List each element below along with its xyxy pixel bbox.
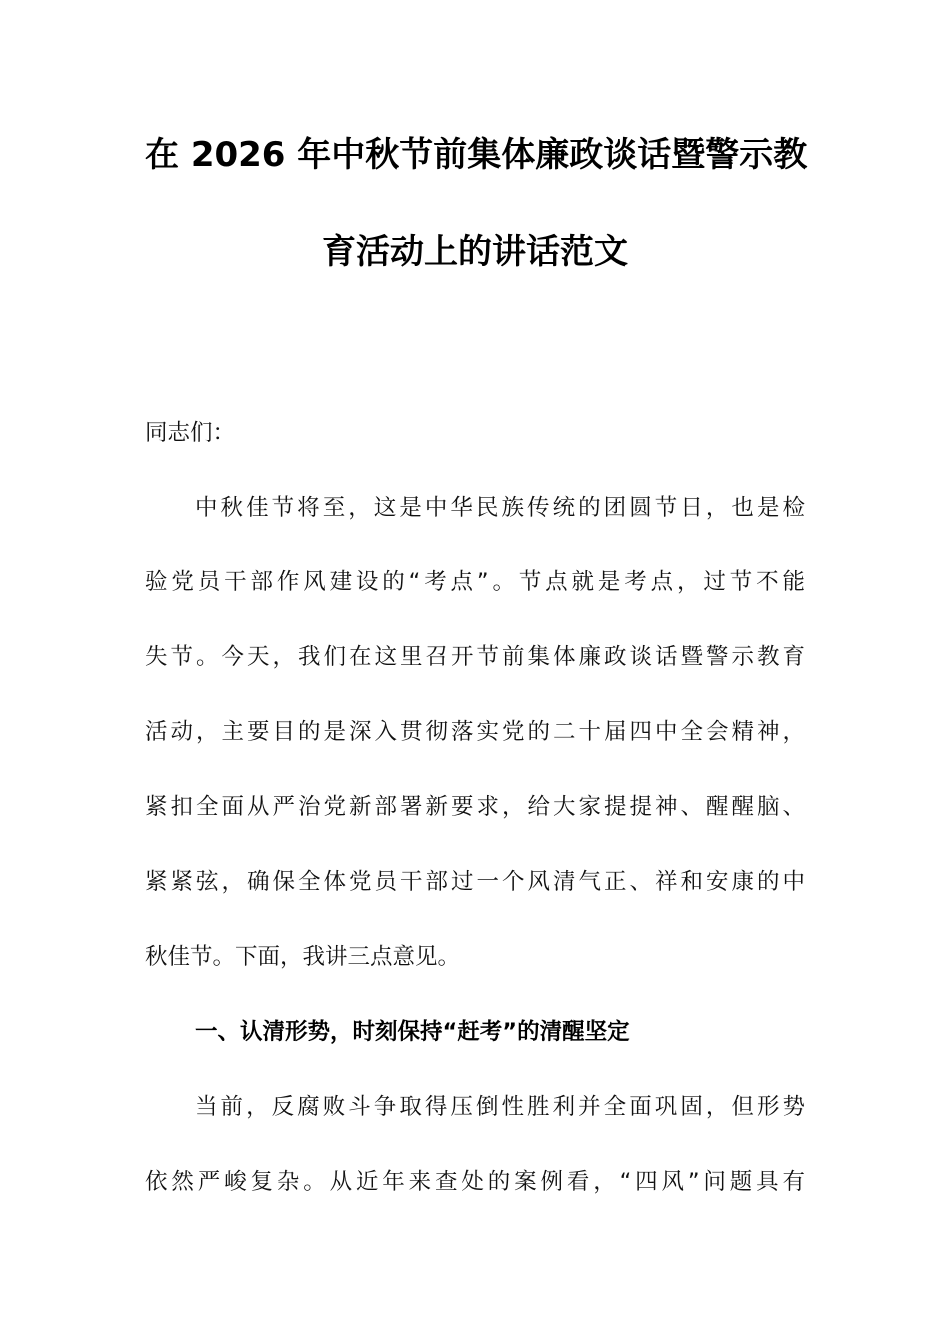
intro-line-2: 验党员干部作风建设的“考点”。节点就是考点，过节不能 — [145, 569, 805, 595]
intro-line-6: 紧紧弦，确保全体党员干部过一个风清气正、祥和安康的中 — [145, 869, 805, 895]
section-1-line-2: 依然严峻复杂。从近年来查处的案例看，“四风”问题具有 — [145, 1169, 805, 1195]
intro-line-3: 失节。今天，我们在这里召开节前集体廉政谈话暨警示教育 — [145, 644, 805, 670]
section-1-line-1: 当前，反腐败斗争取得压倒性胜利并全面巩固，但形势 — [195, 1094, 805, 1120]
intro-line-4: 活动，主要目的是深入贯彻落实党的二十届四中全会精神， — [145, 719, 805, 745]
document-title-line-1: 在 2026 年中秋节前集体廉政谈话暨警示教 — [145, 135, 808, 175]
intro-line-5: 紧扣全面从严治党新部署新要求，给大家提提神、醒醒脑、 — [145, 794, 805, 820]
intro-line-7: 秋佳节。下面，我讲三点意见。 — [145, 944, 461, 970]
document-title-line-2: 育活动上的讲话范文 — [322, 232, 628, 272]
intro-line-1: 中秋佳节将至，这是中华民族传统的团圆节日，也是检 — [195, 495, 805, 521]
salutation: 同志们： — [145, 420, 236, 446]
section-1-heading: 一、认清形势，时刻保持“赶考”的清醒坚定 — [195, 1019, 630, 1045]
